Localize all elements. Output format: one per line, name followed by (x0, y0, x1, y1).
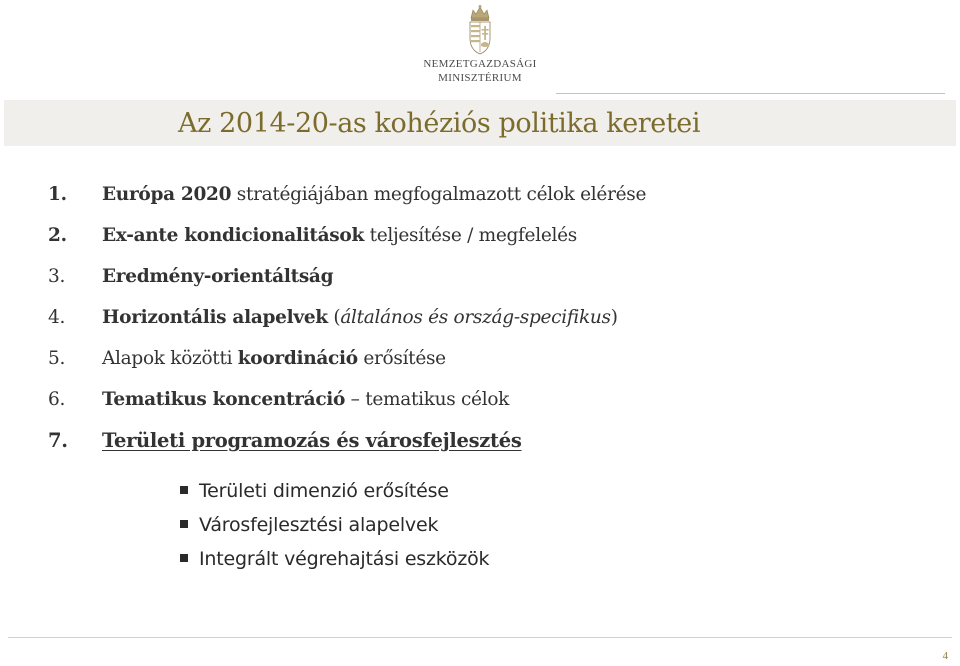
list-item-bold-text: Ex-ante kondicionalitások (102, 225, 364, 246)
sub-list-item-text: Városfejlesztési alapelvek (199, 514, 439, 536)
ministry-logo (418, 4, 542, 84)
list-item-number: 5. (48, 348, 66, 369)
sub-list-item-text: Integrált végrehajtási eszközök (199, 548, 490, 570)
list-item-5 (48, 342, 928, 383)
square-bullet-icon (180, 554, 188, 562)
list-item-number: 3. (48, 266, 66, 287)
list-item-pre-text: Alapok közötti (102, 348, 238, 369)
list-item-paren-close: ) (610, 307, 618, 328)
hungarian-coat-of-arms-icon (465, 4, 495, 56)
square-bullet-icon (180, 520, 188, 528)
sub-list-item (180, 510, 489, 544)
list-item-bold-text: Eredmény-orientáltság (102, 266, 334, 287)
page-number: 4 (942, 650, 948, 662)
list-item-bold-text: Területi programozás és városfejlesztés (102, 429, 522, 452)
list-item-4 (48, 301, 928, 342)
list-item-7 (48, 424, 928, 465)
list-item-italic-text: általános és ország-specifikus (340, 307, 611, 328)
list-item-text: teljesítése / megfelelés (363, 225, 577, 246)
list-item-6 (48, 383, 928, 424)
list-item-bold-text: Európa 2020 (102, 184, 232, 205)
list-item-bold-text: koordináció (237, 348, 358, 369)
list-item-number: 2. (48, 225, 67, 246)
list-item-number: 1. (48, 184, 67, 205)
sub-list-item (180, 544, 489, 578)
header-divider (556, 93, 945, 94)
list-item-bold-text: Horizontális alapelvek (102, 307, 328, 328)
list-item-number: 7. (48, 429, 68, 452)
list-item-text: – tematikus célok (345, 389, 510, 410)
list-item-number: 4. (48, 307, 66, 328)
list-item-3 (48, 260, 928, 301)
list-item-paren-open: ( (327, 307, 341, 328)
sub-list-item-text: Területi dimenzió erősítése (199, 480, 449, 502)
list-item-text: stratégiájában megfogalmazott célok elérése (231, 184, 647, 205)
square-bullet-icon (180, 486, 188, 494)
sub-list-item (180, 476, 489, 510)
slide-title: Az 2014-20-as kohéziós politika keretei (178, 108, 701, 139)
ministry-name-line1: NEMZETGAZDASÁGI (423, 58, 537, 70)
sub-list (180, 476, 489, 578)
main-list (48, 178, 928, 465)
list-item-2 (48, 219, 928, 260)
list-item-bold-text: Tematikus koncentráció (102, 389, 346, 410)
list-item-number: 6. (48, 389, 66, 410)
ministry-name-line2: MINISZTÉRIUM (438, 72, 522, 84)
list-item-1 (48, 178, 928, 219)
list-item-text: erősítése (357, 348, 446, 369)
footer-divider (8, 637, 952, 638)
